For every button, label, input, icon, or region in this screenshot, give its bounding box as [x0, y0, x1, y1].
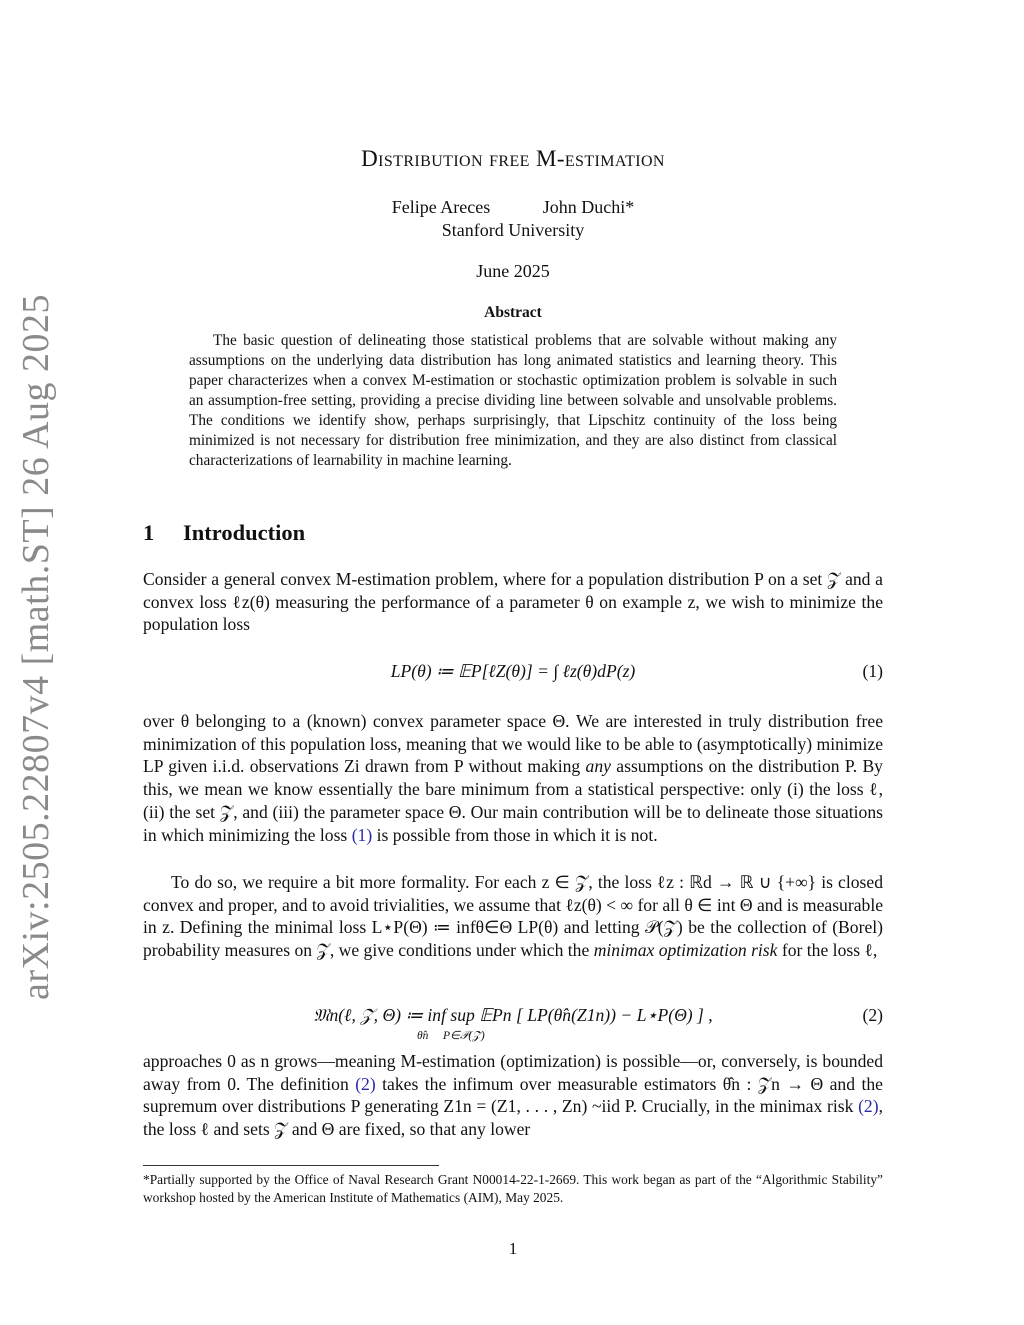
abstract-heading: Abstract	[484, 304, 542, 321]
affiliation: Stanford University	[441, 220, 585, 240]
abstract-text: The basic question of delineating those statistical problems that are solvable without making any assumptions on the underlying data distribution has long animated statistics and learning theory. This paper characterizes when a convex M-estimation or stochastic optimization problem is solvable in such an assumption-free setting, providing a precise dividing line between solvable and unsolvable problems. The conditions we identify show, perhaps surprisingly, that Lipschitz continuity of the loss being minimized is not necessary for distribution free minimization, and they are also distinct from classical characterizations of learnability in machine learning.	[189, 332, 837, 469]
arxiv-identifier: arXiv:2505.22807v4 [math.ST] 26 Aug 2025	[15, 293, 57, 1000]
author-name: John Duchi*	[542, 197, 635, 217]
section-title: Introduction	[183, 520, 306, 545]
paper-title: Distribution free M-estimation	[361, 146, 665, 171]
text-run: is possible from those in which it is not.	[376, 824, 658, 845]
section-number: 1	[143, 520, 155, 545]
equation-2	[143, 1004, 883, 1042]
body-paragraph	[143, 871, 883, 962]
text-run: takes the infimum over measurable estimators θ̂n : 𝒵n → Θ and the supremum over distributions P generating Z1n = (Z1, . . . , Zn) ~iid P. Crucially, in the minimax risk	[143, 1073, 883, 1117]
page-number: 1	[508, 1239, 518, 1258]
text-run: for the loss ℓ,	[781, 940, 878, 961]
emphasis: minimax optimization risk	[593, 940, 778, 961]
text-run: approaches 0 as n grows—meaning M-estimation (optimization) is possible—or, conversely, is bounded away from 0. The definition	[143, 1051, 883, 1094]
body-paragraph	[143, 710, 883, 846]
author-name: Felipe Areces	[391, 197, 491, 217]
text-run: , the loss ℓ and sets 𝒵 and Θ are fixed, so that any lower	[143, 1096, 883, 1140]
equation-body: LP(θ) ≔ 𝔼P[ℓZ(θ)] = ∫ ℓz(θ)dP(z)	[390, 661, 636, 681]
body-paragraph: Consider a general convex M-estimation problem, where for a population distribution P on a set 𝒵 and a convex loss ℓz(θ) measuring the performance of a parameter θ on example z, we wish to minimize the population loss	[143, 569, 883, 635]
equation-number: (1)	[862, 661, 883, 681]
equation-subscript: P∈𝒫(𝒵)	[443, 1030, 485, 1042]
section-heading	[143, 522, 305, 545]
text-run: over θ belonging to a (known) convex parameter space Θ. We are interested in truly distribution free minimization of this population loss, meaning that we would like to be able to (asymptotically) minimize LP given i.i.d. observations Zi drawn from P without making	[143, 711, 883, 777]
equation-1	[143, 660, 883, 690]
body-paragraph	[143, 1050, 883, 1141]
equation-body: 𝔐n(ℓ, 𝒵, Θ) ≔ inf sup 𝔼Pn [ LP(θ̂n(Z1n)) − L⋆P(Θ) ] ,	[313, 1005, 713, 1025]
equation-number: (2)	[862, 1005, 883, 1025]
emphasis: any	[585, 756, 611, 777]
equation-reference-link[interactable]: (2)	[858, 1096, 879, 1117]
author-block	[143, 196, 883, 242]
text-run: assumptions on the distribution P. By this, we mean we know essentially the bare minimum from a statistical perspective: only (i) the loss ℓ, (ii) the set 𝒵, and (iii) the parameter space Θ. Our main contribution will be to delineate those situations in which minimizing the loss	[143, 756, 883, 845]
equation-reference-link[interactable]: (2)	[355, 1073, 376, 1094]
equation-reference-link[interactable]: (1)	[351, 824, 373, 845]
footnote: *Partially supported by the Office of Naval Research Grant N00014-22-1-2669. This work began as part of the “Algorithmic Stability” workshop hosted by the American Institute of Mathematics (AIM), May 2025.	[143, 1172, 883, 1205]
equation-subscript: θ̂n	[417, 1030, 429, 1042]
paper-date: June 2025	[476, 261, 550, 281]
text-run: To do so, we require a bit more formality. For each z ∈ 𝒵, the loss ℓz : ℝd → ℝ ∪ {+∞} is closed convex and proper, and to avoid trivialities, we assume that ℓz(θ) < ∞ for all θ ∈ int Θ and is measurable in z. Defining the minimal loss L⋆P(Θ) ≔ infθ∈Θ LP(θ) and letting 𝒫(𝒵) be the collection of (Borel) probability measures on 𝒵, we give conditions under which the	[143, 872, 884, 961]
footnote-rule	[143, 1165, 439, 1166]
